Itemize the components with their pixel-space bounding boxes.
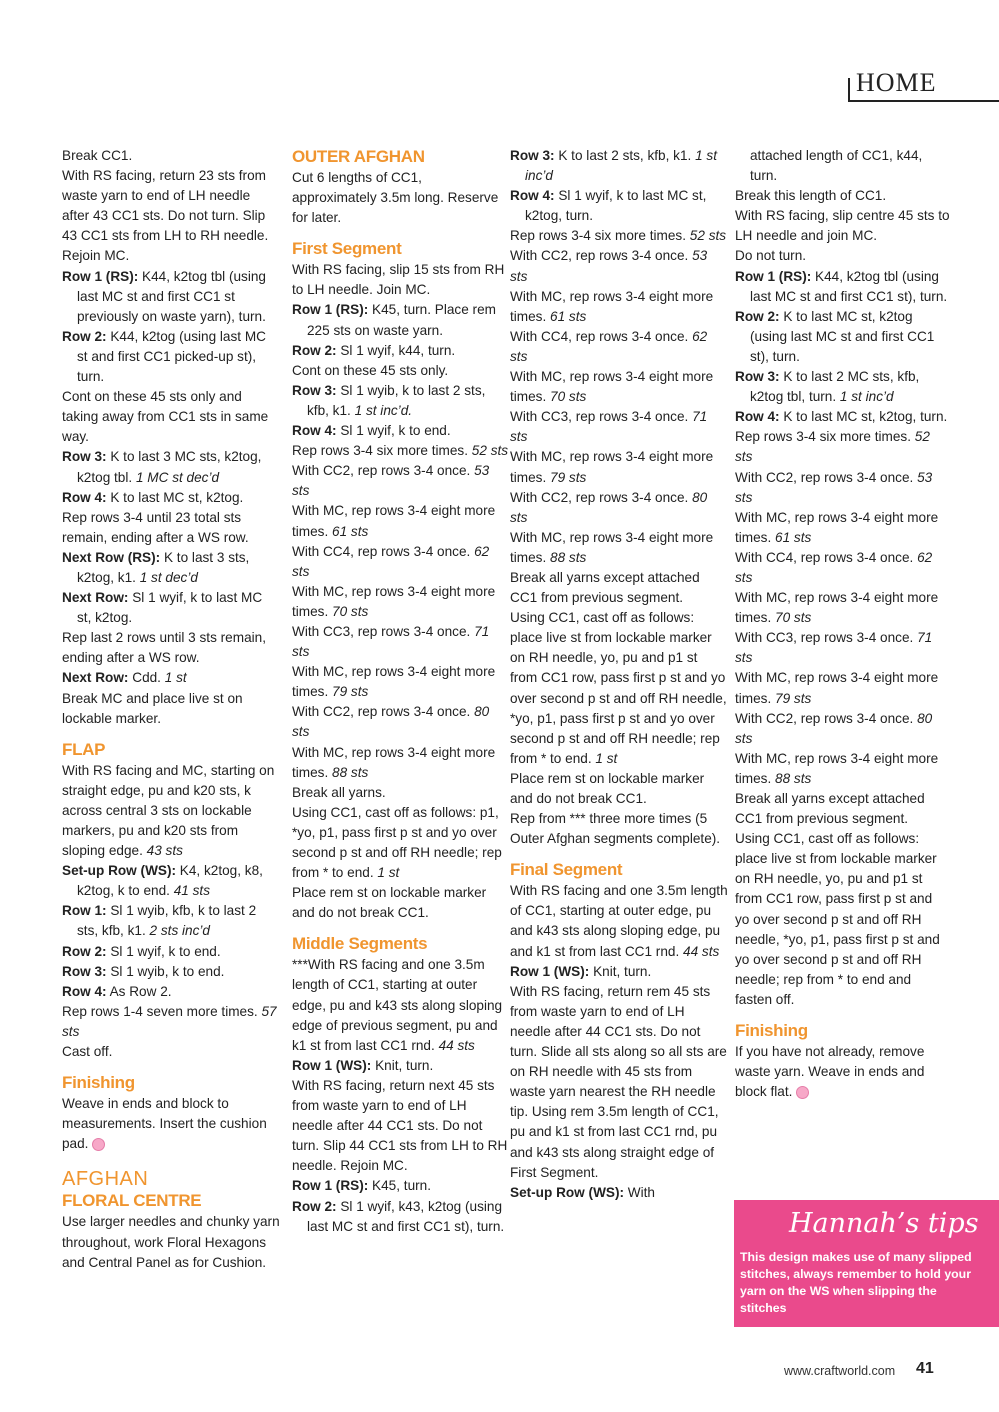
instruction-paragraph xyxy=(292,381,510,421)
instruction-text: Sl 1 wyif, k43, k2tog (using last MC st and first CC1 st), turn. xyxy=(307,1198,505,1234)
instruction-text: K to last 2 sts, kfb, k1. xyxy=(554,148,696,163)
instruction-paragraph xyxy=(62,387,280,447)
stitch-count: 52 sts xyxy=(471,443,509,459)
instruction-text: With MC, rep rows 3-4 eight more times. xyxy=(292,664,496,700)
instruction-paragraph xyxy=(510,982,728,1183)
column-4 xyxy=(735,146,950,1102)
instruction-paragraph xyxy=(735,588,950,628)
section-heading: AFGHAN xyxy=(62,1168,149,1191)
row-label: Row 4: xyxy=(735,409,780,425)
stitch-count: 1 st inc’d xyxy=(525,148,718,184)
instruction-text: Weave in ends and block to measurements. Insert the cushion pad. xyxy=(62,1096,267,1152)
instruction-text: Break MC and place live st on lockable marker. xyxy=(62,690,243,726)
instruction-paragraph xyxy=(510,407,728,447)
instruction-text: Rep last 2 rows until 3 sts remain, ending after a WS row. xyxy=(62,630,266,666)
instruction-text: Cdd. xyxy=(128,670,165,686)
tips-title: Hannah’s tips xyxy=(789,1208,979,1239)
instruction-text: Break this length of CC1. xyxy=(735,188,887,204)
instruction-text: With CC3, rep rows 3-4 once. xyxy=(735,630,918,646)
instruction-paragraph xyxy=(510,488,728,528)
instruction-text: With CC4, rep rows 3-4 once. xyxy=(292,543,475,559)
instruction-text: With MC, rep rows 3-4 eight more times. xyxy=(510,288,714,324)
instruction-paragraph xyxy=(292,743,510,783)
row-label: Row 1 (RS): xyxy=(62,268,139,284)
stitch-count: 53 sts xyxy=(510,248,708,284)
stitch-count: 70 sts xyxy=(775,610,812,626)
section-heading: OUTER AFGHAN xyxy=(292,147,425,166)
row-label: Row 4: xyxy=(510,188,555,204)
section-heading: Finishing xyxy=(735,1021,808,1041)
instruction-paragraph xyxy=(292,955,510,1055)
stitch-count: 53 sts xyxy=(292,463,490,499)
section-heading: First Segment xyxy=(292,239,402,259)
instruction-text: K to last 2 MC sts, kfb, k2tog tbl, turn. xyxy=(750,369,920,405)
row-label: Row 3: xyxy=(735,369,780,385)
yarn-ball-icon xyxy=(796,1086,809,1099)
instruction-paragraph xyxy=(62,1042,280,1062)
instruction-text: With CC2, rep rows 3-4 once. xyxy=(735,469,918,485)
stitch-count: 80 sts xyxy=(510,489,708,525)
instruction-paragraph xyxy=(292,260,510,300)
instruction-text: With RS facing, return next 45 sts from waste yarn to end of LH needle after 44 CC1 sts. Do not turn. Slip 44 CC1 sts from LH to RH needle. Rejoin MC. xyxy=(292,1077,508,1174)
instruction-paragraph xyxy=(510,528,728,568)
section-heading: FLAP xyxy=(62,739,106,759)
row-label: Row 2: xyxy=(292,342,337,358)
instruction-paragraph xyxy=(292,622,510,662)
instruction-paragraph xyxy=(292,1056,510,1076)
instruction-paragraph xyxy=(62,548,280,588)
row-label: Next Row: xyxy=(62,670,129,686)
instruction-paragraph xyxy=(62,588,280,628)
stitch-count: 1 st dec’d xyxy=(139,569,198,585)
stitch-count: 53 sts xyxy=(735,469,933,505)
instruction-text: ***With RS facing and one 3.5m length of CC1, starting at outer edge, pu and k43 sts along sloping edge of previous segment, pu and k1 st from last CC1 rnd. xyxy=(292,957,503,1053)
stitch-count: 44 sts xyxy=(683,943,720,959)
instruction-text: Break all yarns except attached CC1 from previous segment. xyxy=(510,569,700,606)
stitch-count: 70 sts xyxy=(332,603,369,619)
instruction-paragraph xyxy=(292,783,510,803)
stitch-count: 1 st inc’d. xyxy=(354,402,413,418)
instruction-text: Place rem st on lockable marker and do not break CC1. xyxy=(510,770,705,806)
instruction-paragraph xyxy=(62,761,280,861)
row-label: Row 3: xyxy=(292,382,337,398)
section-label: HOME xyxy=(856,68,937,97)
instruction-text: Rep rows 3-4 until 23 total sts remain, ending after a WS row. xyxy=(62,509,249,545)
instruction-text: With CC4, rep rows 3-4 once. xyxy=(735,549,918,565)
instruction-paragraph xyxy=(62,1094,280,1154)
instruction-text: With MC, rep rows 3-4 eight more times. xyxy=(735,590,939,626)
instruction-paragraph xyxy=(292,168,510,228)
instruction-paragraph xyxy=(510,287,728,327)
instruction-text: With CC3, rep rows 3-4 once. xyxy=(510,409,693,425)
instruction-text: Cont on these 45 sts only. xyxy=(292,362,449,378)
instruction-paragraph xyxy=(735,427,950,467)
instruction-paragraph xyxy=(735,307,950,367)
stitch-count: 41 sts xyxy=(173,883,211,899)
row-label: Row 2: xyxy=(62,328,107,344)
instruction-text: Sl 1 wyif, k to end. xyxy=(336,423,451,439)
instruction-paragraph xyxy=(735,709,950,749)
header-rule-vertical xyxy=(848,78,850,102)
instruction-paragraph xyxy=(292,702,510,742)
instruction-paragraph xyxy=(510,226,728,246)
instruction-paragraph xyxy=(62,668,280,688)
instruction-text: With RS facing, return 23 sts from waste yarn to end of LH needle after 43 CC1 sts. Do not turn. Slip 43 CC1 sts from LH to RH needle. Rejoin MC. xyxy=(62,168,269,264)
instruction-text: K to last 3 MC sts, k2tog, k2tog tbl. xyxy=(77,449,262,485)
instruction-text: With MC, rep rows 3-4 eight more times. xyxy=(292,583,496,619)
instruction-paragraph xyxy=(62,1212,280,1272)
instruction-paragraph xyxy=(510,1183,728,1203)
section-heading: Middle Segments xyxy=(292,934,428,954)
stitch-count: 70 sts xyxy=(550,389,587,405)
row-label: Row 4: xyxy=(62,983,107,999)
row-label: Row 1 (RS): xyxy=(292,302,369,318)
row-label: Row 3: xyxy=(62,963,107,979)
row-label: Row 2: xyxy=(62,943,107,959)
instruction-text: K to last MC st, k2tog. xyxy=(106,489,244,505)
instruction-paragraph xyxy=(292,361,510,381)
instruction-paragraph xyxy=(510,568,728,608)
instruction-paragraph xyxy=(735,749,950,789)
instruction-paragraph xyxy=(735,508,950,548)
instruction-text: Rep rows 3-4 six more times. xyxy=(292,443,472,459)
instruction-paragraph xyxy=(292,803,510,883)
instruction-paragraph xyxy=(510,447,728,487)
instruction-paragraph xyxy=(735,407,950,427)
instruction-paragraph xyxy=(735,668,950,708)
header-rule-horizontal xyxy=(848,100,999,102)
instruction-text: Rep rows 3-4 six more times. xyxy=(510,228,690,244)
instruction-text: attached length of CC1, k44, turn. xyxy=(750,148,923,184)
instruction-paragraph xyxy=(62,488,280,508)
instruction-text: Sl 1 wyif, k to end. xyxy=(106,943,221,959)
instruction-text: With RS facing, slip centre 45 sts to LH needle and join MC. xyxy=(735,208,950,244)
instruction-paragraph xyxy=(735,1042,950,1102)
instruction-paragraph xyxy=(292,1176,510,1196)
instruction-text: With CC2, rep rows 3-4 once. xyxy=(735,710,918,726)
row-label: Row 4: xyxy=(292,423,337,439)
stitch-count: 1 st xyxy=(595,750,618,766)
stitch-count: 80 sts xyxy=(292,704,490,740)
instruction-text: Sl 1 wyib, k to last 2 sts, kfb, k1. xyxy=(307,382,486,418)
instruction-paragraph xyxy=(62,267,280,327)
instruction-text: Using CC1, cast off as follows: p1, *yo, p1, pass first p st and yo over second p st and off RH needle; rep from * to end. xyxy=(292,804,502,881)
instruction-paragraph xyxy=(510,246,728,286)
instruction-paragraph xyxy=(292,300,510,340)
instruction-text: With MC, rep rows 3-4 eight more times. xyxy=(510,529,714,565)
instruction-text: Place rem st on lockable marker and do not break CC1. xyxy=(292,885,487,921)
column-3 xyxy=(510,146,728,1203)
stitch-count: 80 sts xyxy=(735,710,933,746)
instruction-text: Sl 1 wyif, k to last MC st, k2tog. xyxy=(77,590,263,626)
footer-url: www.craftworld.com xyxy=(784,1364,896,1378)
instruction-text: Sl 1 wyib, k to end. xyxy=(106,963,225,979)
instruction-paragraph xyxy=(510,769,728,809)
instruction-text: Rep rows 3-4 six more times. xyxy=(735,429,915,445)
row-label: Row 1 (RS): xyxy=(735,268,812,284)
row-label: Next Row: xyxy=(62,590,129,606)
instruction-text: Break all yarns except attached CC1 from previous segment. xyxy=(735,791,925,827)
stitch-count: 88 sts xyxy=(775,770,812,786)
instruction-text: With MC, rep rows 3-4 eight more times. xyxy=(292,503,496,539)
instruction-text: K to last 3 sts, k2tog, k1. xyxy=(77,549,250,585)
instruction-paragraph xyxy=(292,662,510,702)
stitch-count: 57 sts xyxy=(62,1003,277,1039)
instruction-paragraph xyxy=(62,689,280,729)
instruction-paragraph xyxy=(510,327,728,367)
row-label: Row 2: xyxy=(735,308,780,324)
instruction-text: Knit, turn. xyxy=(589,963,652,979)
instruction-text: With MC, rep rows 3-4 eight more times. xyxy=(510,449,714,485)
instruction-text: With CC2, rep rows 3-4 once. xyxy=(510,248,693,264)
instruction-text: Cut 6 lengths of CC1, approximately 3.5m long. Reserve for later. xyxy=(292,170,499,226)
instruction-paragraph xyxy=(292,542,510,582)
stitch-count: 62 sts xyxy=(510,328,708,364)
instruction-text: With RS facing, return rem 45 sts from waste yarn to end of LH needle after 44 CC1 sts. Do not turn. Slide all sts along so all sts are on RH needle with 45 sts from waste yarn nearest the RH needle tip. Using rem 3.5m length of CC1, pu and k1 st from last CC1 rnd, pu and k43 sts along straight edge of First Segment. xyxy=(510,983,727,1180)
instruction-paragraph xyxy=(735,367,950,407)
stitch-count: 88 sts xyxy=(550,549,587,565)
instruction-text: Cast off. xyxy=(62,1044,113,1060)
instruction-text: Cont on these 45 sts only and taking away from CC1 sts in same way. xyxy=(62,389,269,445)
instruction-paragraph xyxy=(510,367,728,407)
tips-box xyxy=(734,1200,999,1327)
row-label: Row 3: xyxy=(62,449,107,465)
instruction-paragraph xyxy=(510,881,728,961)
stitch-count: 71 sts xyxy=(292,623,490,660)
instruction-paragraph xyxy=(292,441,510,461)
stitch-count: 71 sts xyxy=(510,409,708,445)
stitch-count: 79 sts xyxy=(775,690,812,706)
instruction-text: Using CC1, cast off as follows: place live st from lockable marker on RH needle, yo, pu and p1 st from CC1 row, pass first p st and yo over second p st and off RH needle, *yo, p1, pass first p st and yo over second p st and off RH needle; rep from * to end. xyxy=(510,610,727,766)
instruction-paragraph xyxy=(62,447,280,487)
instruction-text: With CC2, rep rows 3-4 once. xyxy=(292,463,475,479)
row-label: Row 3: xyxy=(510,148,555,163)
row-label: Set-up Row (WS): xyxy=(62,863,177,879)
instruction-paragraph xyxy=(292,1076,510,1176)
instruction-paragraph xyxy=(735,206,950,246)
row-label: Row 1 (RS): xyxy=(292,1178,369,1194)
instruction-text: K45, turn. Place rem 225 sts on waste yarn. xyxy=(307,302,496,338)
instruction-paragraph xyxy=(62,628,280,668)
instruction-text: Rep rows 1-4 seven more times. xyxy=(62,1003,262,1019)
stitch-count: 79 sts xyxy=(332,684,369,700)
instruction-text: With RS facing, slip 15 sts from RH to LH needle. Join MC. xyxy=(292,262,505,298)
instruction-text: With CC4, rep rows 3-4 once. xyxy=(510,328,693,344)
instruction-text: K44, k2tog tbl (using last MC st and first CC1 st), turn. xyxy=(750,268,948,304)
stitch-count: 2 sts inc’d xyxy=(149,923,210,939)
instruction-paragraph xyxy=(735,548,950,588)
instruction-paragraph xyxy=(510,146,728,186)
stitch-count: 1 MC st dec’d xyxy=(135,469,220,485)
instruction-paragraph xyxy=(510,962,728,982)
instruction-paragraph xyxy=(62,982,280,1002)
instruction-text: Rep from *** three more times (5 Outer Afghan segments complete). xyxy=(510,811,721,847)
stitch-count: 52 sts xyxy=(689,228,727,244)
stitch-count: 62 sts xyxy=(735,549,933,585)
stitch-count: 1 st xyxy=(377,865,400,881)
instruction-text: With MC, rep rows 3-4 eight more times. xyxy=(292,744,496,780)
instruction-paragraph xyxy=(735,267,950,307)
instruction-paragraph xyxy=(292,582,510,622)
stitch-count: 44 sts xyxy=(438,1037,475,1053)
instruction-paragraph xyxy=(735,146,950,186)
instruction-text: With RS facing and one 3.5m length of CC1, starting at outer edge, pu and k43 sts along sloping edge, pu and k1 st from last CC1 rnd. xyxy=(510,883,728,959)
instruction-paragraph xyxy=(292,461,510,501)
instruction-text: Using CC1, cast off as follows: place live st from lockable marker on RH needle, yo, pu and p1 st from CC1 row, pass first p st and yo over second p st and off RH needle, *yo, p1, pass first p st and yo over second p st and off RH needle; rep from * to end and fasten off. xyxy=(735,831,940,1007)
instruction-paragraph xyxy=(62,508,280,548)
stitch-count: 1 st xyxy=(164,670,187,686)
instruction-text: Knit, turn. xyxy=(371,1057,434,1073)
section-heading: Finishing xyxy=(62,1073,135,1093)
instruction-paragraph xyxy=(292,883,510,923)
instruction-text: If you have not already, remove waste yarn. Weave in ends and block flat. xyxy=(735,1044,925,1100)
instruction-text: With CC3, rep rows 3-4 once. xyxy=(292,623,475,639)
column-2 xyxy=(292,146,510,1237)
row-label: Row 1 (WS): xyxy=(292,1057,372,1073)
row-label: Next Row (RS): xyxy=(62,549,161,565)
stitch-count: 1 st inc’d xyxy=(839,389,894,405)
instruction-paragraph xyxy=(62,962,280,982)
instruction-paragraph xyxy=(735,186,950,206)
instruction-paragraph xyxy=(735,468,950,508)
instruction-paragraph xyxy=(62,146,280,166)
stitch-count: 62 sts xyxy=(292,543,490,579)
instruction-paragraph xyxy=(62,327,280,387)
instruction-text: Do not turn. xyxy=(735,248,807,264)
instruction-text: K4, k2tog, k8, k2tog, k to end. xyxy=(77,863,263,899)
instruction-text: K44, k2tog (using last MC st and first CC1 picked-up st), turn. xyxy=(77,328,266,385)
stitch-count: 52 sts xyxy=(735,429,930,465)
instruction-text: Use larger needles and chunky yarn throughout, work Floral Hexagons and Central Panel as for Cushion. xyxy=(62,1214,280,1270)
instruction-text: With xyxy=(624,1184,655,1200)
stitch-count: 71 sts xyxy=(735,630,933,666)
instruction-text: Break CC1. xyxy=(62,148,133,163)
instruction-paragraph xyxy=(62,901,280,941)
stitch-count: 43 sts xyxy=(146,843,183,859)
section-heading: FLORAL CENTRE xyxy=(62,1191,202,1211)
instruction-paragraph xyxy=(735,628,950,668)
instruction-paragraph xyxy=(735,789,950,829)
instruction-text: With MC, rep rows 3-4 eight more times. xyxy=(735,509,939,545)
instruction-paragraph xyxy=(510,809,728,849)
instruction-text: With MC, rep rows 3-4 eight more times. xyxy=(735,670,939,706)
instruction-text: Sl 1 wyif, k to last MC st, k2tog, turn. xyxy=(525,188,707,224)
instruction-paragraph xyxy=(62,861,280,901)
stitch-count: 79 sts xyxy=(550,469,587,485)
instruction-paragraph xyxy=(510,608,728,769)
page-number: 41 xyxy=(916,1360,934,1377)
instruction-text: K to last MC st, k2tog, turn. xyxy=(779,409,948,425)
column-1 xyxy=(62,146,280,1273)
stitch-count: 88 sts xyxy=(332,764,369,780)
yarn-ball-icon xyxy=(92,1138,105,1151)
instruction-paragraph xyxy=(735,246,950,266)
stitch-count: 61 sts xyxy=(550,308,587,324)
instruction-paragraph xyxy=(62,166,280,266)
tips-body: This design makes use of many slipped stitches, always remember to hold your yarn on the WS when slipping the stitches xyxy=(740,1250,972,1315)
row-label: Row 4: xyxy=(62,489,107,505)
instruction-paragraph xyxy=(292,341,510,361)
instruction-paragraph xyxy=(292,1197,510,1237)
instruction-text: K to last MC st, k2tog (using last MC st and first CC1 st), turn. xyxy=(750,308,935,364)
instruction-text: As Row 2. xyxy=(106,983,172,999)
row-label: Row 1 (WS): xyxy=(510,963,590,979)
instruction-text: With RS facing and MC, starting on straight edge, pu and k20 sts, k across central 3 sts on lockable markers, pu and k20 sts from sloping edge. xyxy=(62,762,275,859)
instruction-text: With CC2, rep rows 3-4 once. xyxy=(510,489,693,505)
instruction-paragraph xyxy=(510,186,728,226)
instruction-text: Sl 1 wyif, k44, turn. xyxy=(336,342,456,358)
stitch-count: 61 sts xyxy=(775,529,812,545)
instruction-text: With MC, rep rows 3-4 eight more times. xyxy=(735,750,939,786)
row-label: Row 2: xyxy=(292,1198,337,1214)
instruction-text: Sl 1 wyib, kfb, k to last 2 sts, kfb, k1. xyxy=(77,903,257,939)
instruction-paragraph xyxy=(292,501,510,541)
instruction-paragraph xyxy=(62,1002,280,1042)
instruction-text: Break all yarns. xyxy=(292,784,386,800)
instruction-text: With CC2, rep rows 3-4 once. xyxy=(292,704,475,720)
instruction-text: K44, k2tog tbl (using last MC st and first CC1 st previously on waste yarn), turn. xyxy=(77,268,266,324)
section-heading: Final Segment xyxy=(510,860,623,880)
row-label: Set-up Row (WS): xyxy=(510,1184,625,1200)
row-label: Row 1: xyxy=(62,903,107,919)
instruction-text: With MC, rep rows 3-4 eight more times. xyxy=(510,369,714,405)
instruction-paragraph xyxy=(62,942,280,962)
stitch-count: 61 sts xyxy=(332,523,369,539)
instruction-paragraph xyxy=(735,829,950,1010)
instruction-paragraph xyxy=(292,421,510,441)
instruction-text: K45, turn. xyxy=(368,1178,431,1194)
